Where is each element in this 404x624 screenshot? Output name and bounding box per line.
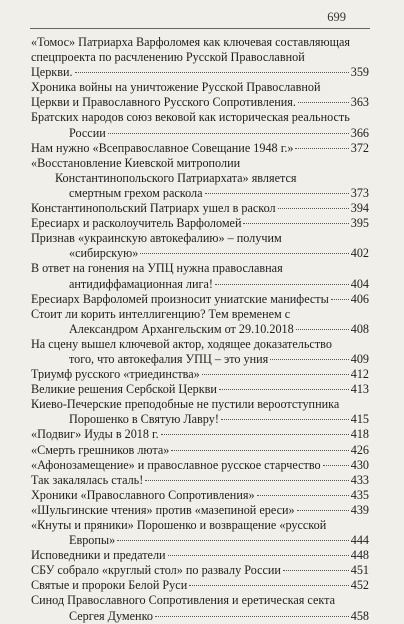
toc-entry-page: 435 (350, 487, 369, 502)
toc-entry-title-line: Европы» (69, 533, 116, 548)
toc-leader-dots (205, 193, 349, 194)
toc-entry-title-line: Признав «украинскую автокефалию» – получим (31, 231, 282, 246)
toc-entry-title-line: Так закалялась сталь! (31, 472, 144, 487)
toc-entry-title-line: спецпроекта по расчленению Русской Православной (31, 50, 305, 65)
toc-leader-dots (140, 253, 348, 254)
toc-entry-title-line: Церкви. (31, 65, 73, 80)
toc-entry-page: 372 (350, 140, 369, 155)
toc-entry-page: 409 (350, 351, 369, 366)
toc-entry (31, 488, 369, 503)
toc-entry-title-line: Синод Православного Сопротивления и еретическая секта (31, 593, 336, 608)
toc-leader-dots (270, 359, 348, 360)
toc-entry-title-line: Исповедники и предатели (31, 548, 166, 563)
toc-entry-page: 404 (350, 276, 369, 291)
toc-entry-page: 452 (350, 578, 369, 593)
toc-leader-dots (155, 616, 349, 617)
toc-entry-page: 406 (350, 291, 369, 306)
toc-entry-title-line: Константинопольского Патриархата» является (55, 170, 297, 185)
toc-leader-dots (331, 299, 349, 300)
toc-leader-dots (189, 585, 349, 586)
toc-entry (31, 503, 369, 518)
toc-entry-title-line: Нам нужно «Всеправославное Совещание 1948 г.» (31, 140, 294, 155)
toc-entry-title-line: «Томос» Патриарха Варфоломея как ключевая составляющая (31, 35, 351, 49)
toc-entry-title-line: В ответ на гонения на УПЦ нужна православная (31, 261, 283, 276)
toc-entry-page: 426 (350, 442, 369, 457)
toc-entry (31, 518, 369, 548)
toc-entry-title-line: Святые и пророки Белой Руси (31, 578, 188, 593)
toc-entry-page: 366 (350, 125, 369, 140)
toc-entry-title-line: СБУ собрало «круглый стол» по развалу России (31, 563, 281, 578)
toc-entry-title-line: Порошенко в Святую Лавру! (69, 412, 219, 427)
toc-entry-title-line: Великие решения Сербской Церкви (31, 382, 217, 397)
toc-leader-dots (117, 540, 349, 541)
toc-entry-page: 433 (350, 472, 369, 487)
toc-entry-title-line: Хроника войны на уничтожение Русской Православной (31, 80, 321, 95)
toc-leader-dots (278, 208, 349, 209)
toc-entry-title-line: Сергея Думенко (69, 608, 153, 623)
toc-entry-page: 444 (350, 533, 369, 548)
toc-entry-title-line: На сцену вышел ключевой актор, ходящее доказательство (31, 336, 332, 351)
toc-entry-title-line: «Шульгинские чтения» против «мазепиной ереси» (31, 502, 295, 517)
toc-entry (31, 201, 369, 216)
toc-entry-title-line: Стоит ли корить интеллигенцию? Тем временем с (31, 306, 291, 321)
toc-entry (31, 443, 369, 458)
toc-entry-title-line: Хроники «Православного Сопротивления» (31, 487, 255, 502)
toc-leader-dots (171, 450, 348, 451)
toc-entry (31, 397, 369, 427)
toc-entry (31, 261, 369, 291)
toc-entry (31, 80, 369, 110)
toc-entry (31, 367, 369, 382)
table-of-contents (31, 35, 369, 624)
toc-entry-title-line: «Афонозамещение» и православное русское старчество (31, 457, 321, 472)
toc-entry (31, 141, 369, 156)
toc-leader-dots (257, 495, 349, 496)
toc-entry (31, 35, 369, 80)
page-number: 699 (327, 10, 346, 24)
toc-entry-page: 402 (350, 246, 369, 261)
toc-leader-dots (296, 329, 349, 330)
toc-leader-dots (108, 133, 349, 134)
toc-entry (31, 337, 369, 367)
toc-entry (31, 292, 369, 307)
toc-entry-title-line: «сибирскую» (69, 246, 139, 261)
toc-entry-page: 373 (350, 185, 369, 200)
toc-entry-title-line: Ересиарх и расколоучитель Варфоломей (31, 216, 242, 231)
toc-entry-title-line: смертным грехом раскола (69, 185, 203, 200)
toc-entry-title-line: Ересиарх Варфоломей произносит униатские манифесты (31, 291, 329, 306)
toc-entry (31, 110, 369, 140)
toc-entry-title-line: «Подвиг» Иуды в 2018 г. (31, 427, 159, 442)
toc-entry-page: 458 (350, 608, 369, 623)
toc-entry-title-line: «Восстановление Киевской митрополии (31, 155, 241, 170)
toc-entry-title-line: того, что автокефалия УПЦ – это уния (69, 351, 269, 366)
toc-leader-dots (298, 102, 349, 103)
toc-entry-title-line: Константинопольский Патриарх ушел в раскол (31, 201, 276, 216)
toc-entry-page: 418 (350, 427, 369, 442)
toc-entry-title-line: Киево-Печерские преподобные не пустили вероотступника (31, 397, 340, 412)
toc-leader-dots (161, 434, 349, 435)
toc-entry-title-line: Триумф русского «триединства» (31, 367, 200, 382)
toc-leader-dots (323, 465, 349, 466)
toc-leader-dots (168, 555, 349, 556)
toc-entry (31, 563, 369, 578)
toc-entry (31, 231, 369, 261)
toc-leader-dots (295, 148, 348, 149)
toc-entry-title-line: Братских народов союз вековой как историческая реальность (31, 110, 350, 125)
toc-leader-dots (145, 480, 348, 481)
header-rule (30, 28, 370, 29)
toc-entry (31, 578, 369, 593)
toc-entry (31, 382, 369, 397)
toc-entry-page: 394 (350, 201, 369, 216)
toc-entry (31, 473, 369, 488)
toc-entry-title-line: Церкви и Православного Русского Сопротивления. (31, 95, 296, 110)
toc-entry (31, 307, 369, 337)
toc-entry-page: 439 (350, 502, 369, 517)
toc-entry-page: 430 (350, 457, 369, 472)
toc-leader-dots (243, 223, 348, 224)
toc-entry-page: 413 (350, 382, 369, 397)
toc-entry-title-line: «Смерть грешников люта» (31, 442, 170, 457)
toc-entry-page: 415 (350, 412, 369, 427)
toc-entry-page: 448 (350, 548, 369, 563)
toc-entry-title-line: антидиффамационная лига! (69, 276, 213, 291)
toc-leader-dots (283, 570, 349, 571)
toc-leader-dots (219, 389, 349, 390)
toc-entry (31, 427, 369, 442)
toc-entry-page: 408 (350, 321, 369, 336)
toc-entry (31, 548, 369, 563)
toc-entry-page: 451 (350, 563, 369, 578)
toc-leader-dots (202, 374, 349, 375)
toc-leader-dots (75, 72, 349, 73)
toc-entry-page: 395 (350, 216, 369, 231)
toc-entry (31, 593, 369, 623)
toc-entry (31, 216, 369, 231)
toc-entry-title-line: России (69, 125, 106, 140)
toc-entry-page: 363 (350, 95, 369, 110)
toc-leader-dots (297, 510, 349, 511)
toc-entry (31, 458, 369, 473)
toc-leader-dots (221, 419, 349, 420)
toc-entry-title-line: «Кнуты и пряники» Порошенко и возвращение «русской (31, 518, 327, 532)
toc-leader-dots (215, 284, 349, 285)
toc-entry-page: 412 (350, 367, 369, 382)
toc-entry-title-line: Александром Архангельским от 29.10.2018 (69, 321, 294, 336)
toc-entry-page: 359 (350, 65, 369, 80)
toc-entry (31, 156, 369, 201)
